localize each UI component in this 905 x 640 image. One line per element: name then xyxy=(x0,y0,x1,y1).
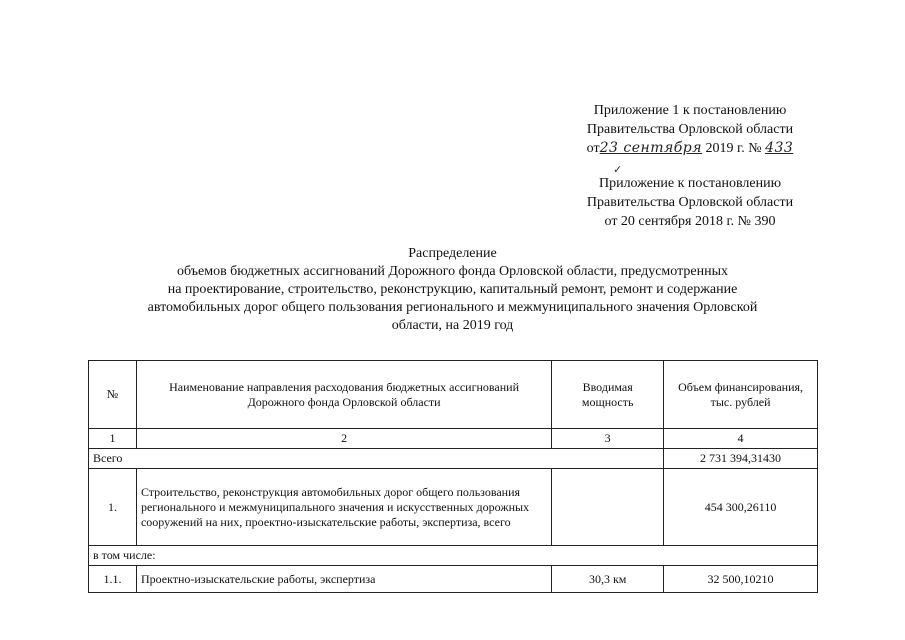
appendix-old-line1: Приложение к постановлению xyxy=(598,176,782,191)
header-name: Наименование направления расходования бюджетных ассигнований Дорожного фонда Орловской области xyxy=(136,361,551,429)
appendix-old-line2: Правительства Орловской области xyxy=(586,195,794,210)
row11-amount: 32 500,10210 xyxy=(664,566,818,593)
table-row xyxy=(89,566,818,593)
row11-capacity: 30,3 км xyxy=(552,566,664,593)
appendix-new-year-number: 2019 г. № xyxy=(705,141,762,156)
header-amount: Объем финансирования, тыс. рублей xyxy=(664,361,818,429)
header-num: № xyxy=(89,361,137,429)
row1-capacity xyxy=(552,469,664,546)
col-number-3: 3 xyxy=(552,429,664,449)
handwritten-number: 433 xyxy=(765,140,794,156)
title-line1: объемов бюджетных ассигнований Дорожного фонда Орловской области, предусмотренных xyxy=(176,264,729,279)
title-line2: на проектирование, строительство, реконструкцию, капитальный ремонт, ремонт и содержание xyxy=(167,282,738,297)
col-number-4: 4 xyxy=(664,429,818,449)
total-label: Всего xyxy=(89,449,664,469)
appendix-new-line3 xyxy=(540,139,840,158)
appendix-new-line2: Правительства Орловской области xyxy=(586,122,794,137)
title-line4: области, на 2019 год xyxy=(391,318,514,333)
row1-name: Строительство, реконструкция автомобильных дорог общего пользования регионального и межмуниципального значения и искусственных дорожных сооружений на них, проектно-изыскательские работы, экспертиза, всего xyxy=(136,469,551,546)
row11-num: 1.1. xyxy=(89,566,137,593)
title-heading: Распределение xyxy=(408,246,497,261)
row1-amount: 454 300,26110 xyxy=(664,469,818,546)
title-line3: автомобильных дорог общего пользования регионального и межмуниципального значения Орловской xyxy=(147,300,758,315)
total-row xyxy=(89,449,818,469)
appendix-old-header xyxy=(540,174,840,231)
including-label: в том числе: xyxy=(89,546,818,566)
including-row xyxy=(89,546,818,566)
check-mark-icon: ✓ xyxy=(613,164,623,176)
row1-num: 1. xyxy=(89,469,137,546)
appendix-old-line3: от 20 сентября 2018 г. № 390 xyxy=(604,214,776,229)
table-row xyxy=(89,469,818,546)
total-amount: 2 731 394,31430 xyxy=(664,449,818,469)
col-number-1: 1 xyxy=(89,429,137,449)
budget-table xyxy=(88,360,818,593)
handwritten-date: 23 сентября xyxy=(599,140,703,156)
column-number-row xyxy=(89,429,818,449)
appendix-new-line1: Приложение 1 к постановлению xyxy=(593,103,787,118)
appendix-new-header xyxy=(540,101,840,158)
row11-name: Проектно-изыскательские работы, экспертиза xyxy=(136,566,551,593)
col-number-2: 2 xyxy=(136,429,551,449)
document-title xyxy=(90,245,815,335)
header-capacity: Вводимая мощность xyxy=(552,361,664,429)
table-header-row xyxy=(89,361,818,429)
appendix-new-prefix: от xyxy=(586,141,600,156)
